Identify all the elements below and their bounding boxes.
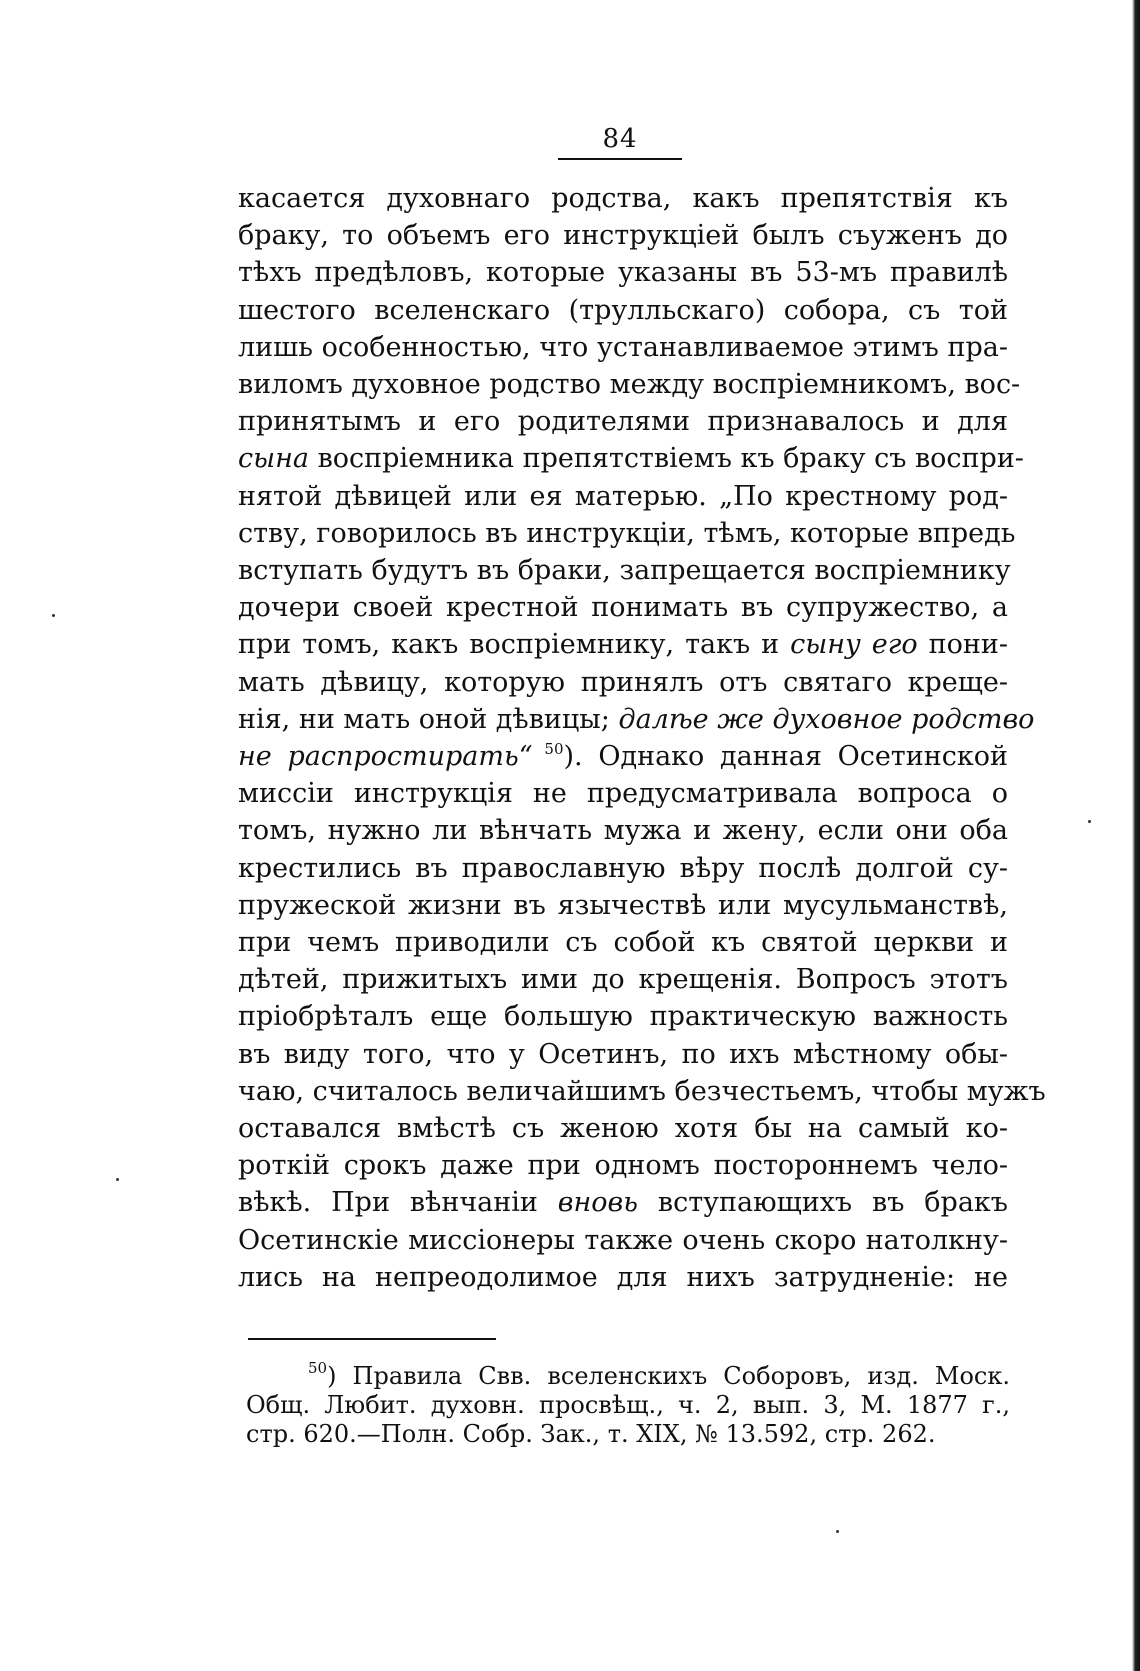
italic-segment: вновь bbox=[557, 1187, 638, 1219]
text-line: чаю, считалось величайшимъ безчестьемъ, чтобы мужъ bbox=[238, 1075, 1046, 1107]
scan-speck bbox=[52, 614, 55, 617]
text-segment: воспріемника препятствіемъ къ браку съ воспри- bbox=[309, 443, 1024, 475]
text-line bbox=[238, 626, 1008, 663]
text-line: лись на непреодолимое для нихъ затрудненіе: не bbox=[238, 1261, 1008, 1293]
text-line: томъ, нужно ли вѣнчать мужа и жену, если они оба bbox=[238, 815, 1008, 847]
page-number-rule bbox=[558, 158, 682, 160]
text-line: браку, то объемъ его инструкціей былъ съуженъ до bbox=[238, 220, 1008, 252]
text-line: мать дѣвицу, которую принялъ отъ святаго креще- bbox=[238, 666, 1008, 698]
text-line: нятой дѣвицей или ея матерью. „По крестному род- bbox=[238, 480, 1008, 512]
text-line: принятымъ и его родителями признавалось и для bbox=[238, 406, 1008, 438]
text-line: тѣхъ предѣловъ, которые указаны въ 53-мъ правилѣ bbox=[238, 257, 1008, 289]
footnote-line: Общ. Любит. духовн. просвѣщ., ч. 2, вып. 3, М. 1877 г., bbox=[246, 1391, 1010, 1419]
footnote-line: стр. 620.—Полн. Собр. Зак., т. XIX, № 13.592, стр. 262. bbox=[246, 1420, 936, 1448]
text-line: миссіи инструкція не предусматривала вопроса о bbox=[238, 778, 1008, 810]
scan-speck bbox=[1088, 820, 1091, 823]
text-segment: при томъ, какъ воспріемнику, такъ и bbox=[238, 629, 791, 661]
footnote bbox=[246, 1359, 1010, 1449]
text-line: Осетинскіе миссіонеры также очень скоро натолкну- bbox=[238, 1224, 1008, 1256]
footnote-separator bbox=[248, 1338, 496, 1340]
text-line bbox=[238, 738, 1008, 775]
text-line: шестого вселенскаго (трулльскаго) собора, съ той bbox=[238, 294, 1008, 326]
text-line: касается духовнаго родства, какъ препятствія къ bbox=[238, 183, 1008, 214]
text-segment: вступающихъ въ бракъ bbox=[637, 1187, 1008, 1219]
text-line: роткій срокъ даже при одномъ постороннемъ чело- bbox=[238, 1150, 1008, 1182]
text-line: виломъ духовное родство между воспріемникомъ, вос- bbox=[238, 369, 1021, 401]
scan-speck bbox=[836, 1530, 839, 1533]
text-line: ству, говорилось въ инструкціи, тѣмъ, которые впредь bbox=[238, 517, 1016, 549]
text-segment: ). Однако данная Осетинской bbox=[563, 741, 1008, 773]
text-segment: вѣкѣ. При вѣнчаніи bbox=[238, 1187, 558, 1219]
footnote-line: $^{50}$) Правила Свв. вселенскихъ Соборовъ, изд. Моск. bbox=[308, 1359, 1010, 1390]
footnote-marker: 50 bbox=[308, 1359, 328, 1377]
text-line: крестились въ православную вѣру послѣ долгой су- bbox=[238, 852, 1008, 884]
italic-segment: далѣе же духовное родство bbox=[618, 703, 1035, 735]
text-line: лишь особенностью, что устанавливаемое этимъ пра- bbox=[238, 331, 1008, 363]
italic-segment: сына bbox=[238, 443, 309, 475]
text-line bbox=[238, 701, 1035, 738]
footnote-reference: 50 bbox=[532, 740, 564, 759]
text-segment: пони- bbox=[917, 629, 1008, 661]
text-line: дѣтей, прижитыхъ ими до крещенія. Вопросъ этотъ bbox=[238, 964, 1008, 996]
text-line: дочери своей крестной понимать въ супружество, а bbox=[238, 592, 1008, 624]
text-line: пружеской жизни въ язычествѣ или мусульманствѣ, bbox=[238, 889, 1008, 921]
text-line bbox=[238, 440, 1024, 477]
text-line bbox=[238, 1184, 1008, 1221]
text-line: вступать будутъ въ браки, запрещается воспріемнику bbox=[238, 555, 1011, 587]
text-segment: нія, ни мать оной дѣвицы; bbox=[238, 703, 619, 735]
text-line: пріобрѣталъ еще большую практическую важность bbox=[238, 1001, 1008, 1033]
italic-segment: сыну его bbox=[790, 629, 918, 661]
italic-segment: не распростирать“ bbox=[238, 741, 533, 773]
text-line: въ виду того, что у Осетинъ, по ихъ мѣстному обы- bbox=[238, 1038, 1008, 1070]
scan-speck bbox=[116, 1178, 119, 1181]
scan-edge bbox=[1132, 0, 1140, 1671]
text-line: оставался вмѣстѣ съ женою хотя бы на самый ко- bbox=[238, 1113, 1008, 1145]
text-line: при чемъ приводили съ собой къ святой церкви и bbox=[238, 927, 1008, 959]
page-number: 84 bbox=[602, 124, 638, 154]
body-text bbox=[238, 180, 1046, 1296]
